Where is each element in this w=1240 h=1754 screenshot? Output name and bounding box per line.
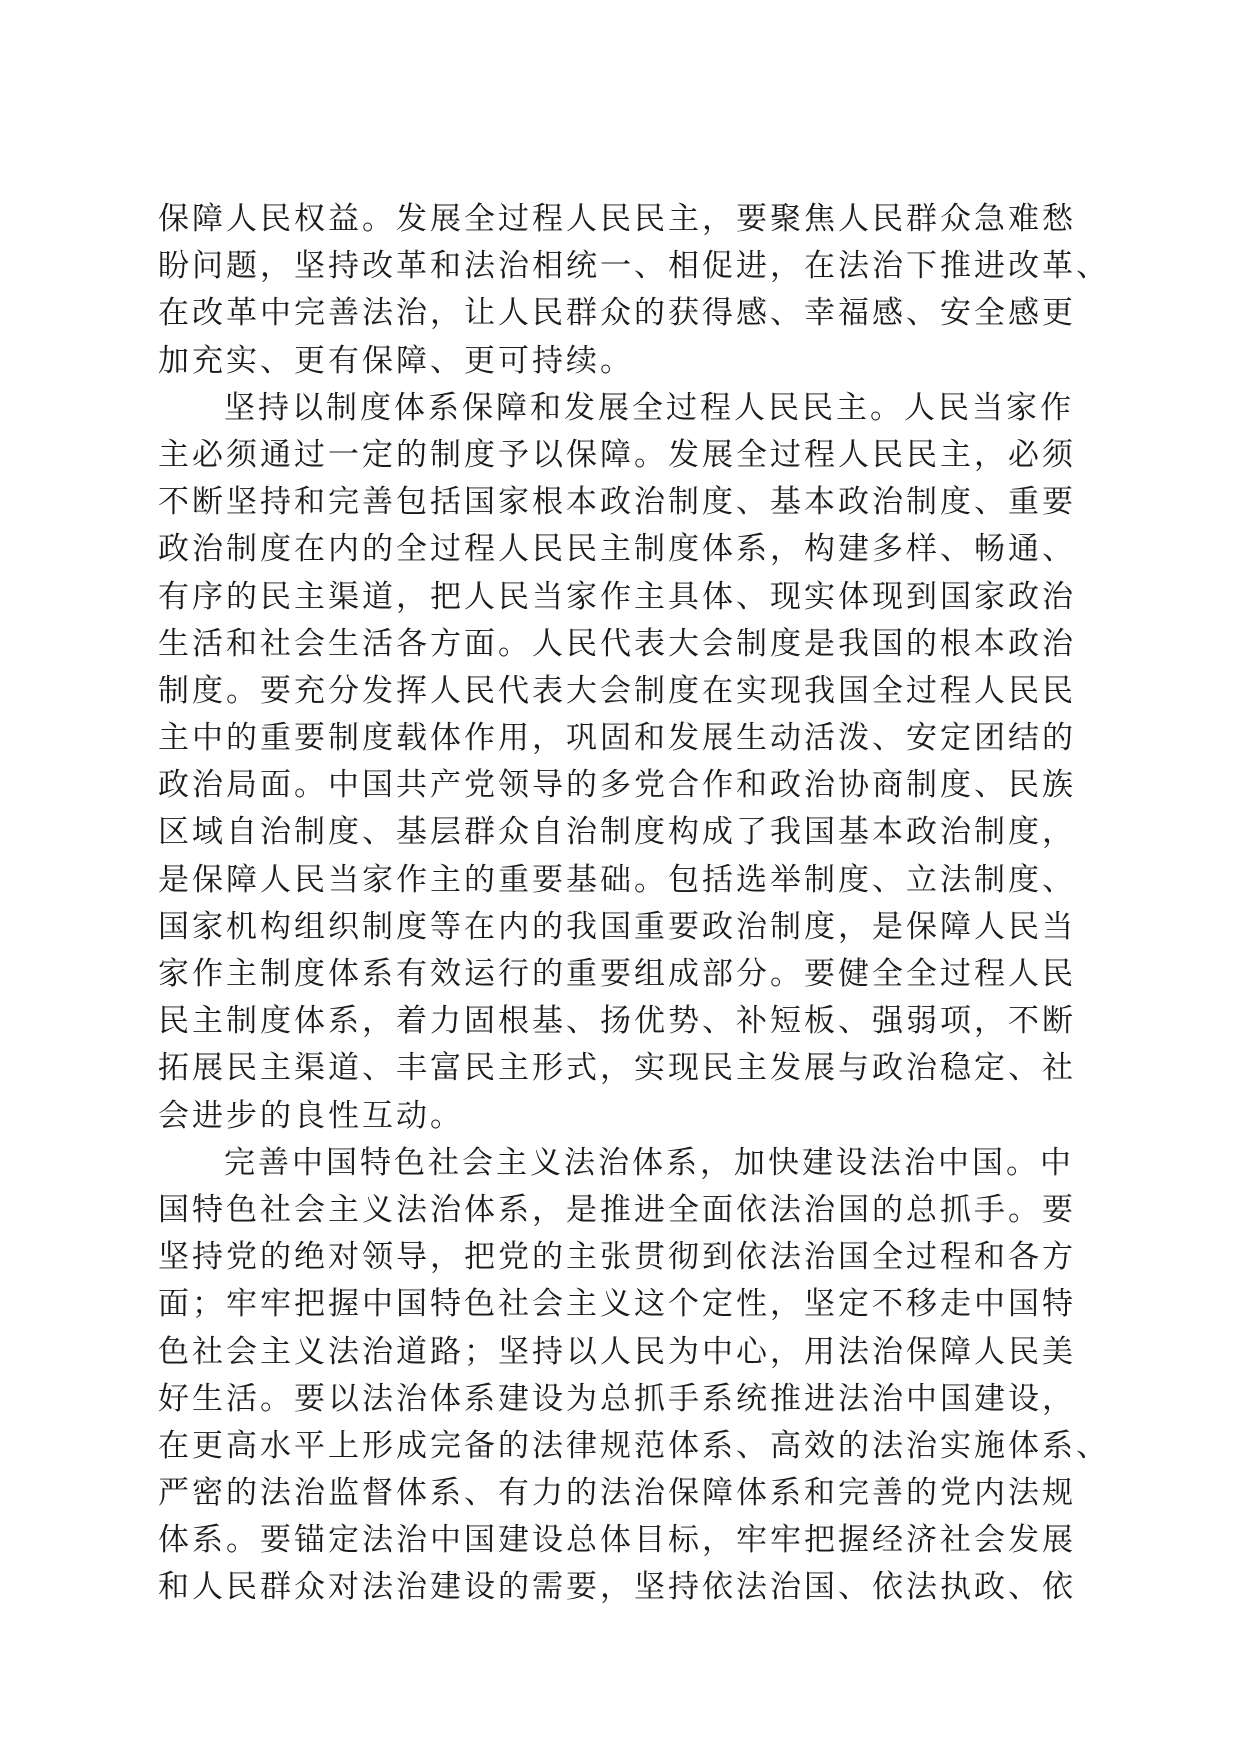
text-line: 面；牢牢把握中国特色社会主义这个定性，坚定不移走中国特 bbox=[158, 1286, 1076, 1323]
text-line: 在更高水平上形成完备的法律规范体系、高效的法治实施体系、 bbox=[158, 1427, 1110, 1464]
text-line: 拓展民主渠道、丰富民主形式，实现民主发展与政治稳定、社 bbox=[158, 1050, 1076, 1087]
text-line: 和人民群众对法治建设的需要，坚持依法治国、依法执政、依 bbox=[158, 1569, 1076, 1606]
text-line: 国家机构组织制度等在内的我国重要政治制度，是保障人民当 bbox=[158, 908, 1076, 945]
text-line: 完善中国特色社会主义法治体系，加快建设法治中国。中 bbox=[224, 1144, 1074, 1181]
text-line: 体系。要锚定法治中国建设总体目标，牢牢把握经济社会发展 bbox=[158, 1522, 1076, 1559]
text-line: 民主制度体系，着力固根基、扬优势、补短板、强弱项，不断 bbox=[158, 1003, 1076, 1040]
text-line: 是保障人民当家作主的重要基础。包括选举制度、立法制度、 bbox=[158, 861, 1076, 898]
text-line: 有序的民主渠道，把人民当家作主具体、现实体现到国家政治 bbox=[158, 578, 1076, 615]
text-line: 会进步的良性互动。 bbox=[158, 1097, 464, 1134]
text-line: 加充实、更有保障、更可持续。 bbox=[158, 342, 634, 379]
text-line: 在改革中完善法治，让人民群众的获得感、幸福感、安全感更 bbox=[158, 295, 1076, 332]
text-line: 保障人民权益。发展全过程人民民主，要聚焦人民群众急难愁 bbox=[158, 201, 1076, 237]
text-line: 严密的法治监督体系、有力的法治保障体系和完善的党内法规 bbox=[158, 1475, 1076, 1512]
text-line: 主中的重要制度载体作用，巩固和发展生动活泼、安定团结的 bbox=[158, 720, 1076, 757]
text-line: 色社会主义法治道路；坚持以人民为中心，用法治保障人民美 bbox=[158, 1333, 1076, 1370]
text-line: 生活和社会生活各方面。人民代表大会制度是我国的根本政治 bbox=[158, 625, 1076, 662]
text-line: 不断坚持和完善包括国家根本政治制度、基本政治制度、重要 bbox=[158, 484, 1076, 521]
text-line: 盼问题，坚持改革和法治相统一、相促进，在法治下推进改革、 bbox=[158, 248, 1110, 285]
text-line: 坚持党的绝对领导，把党的主张贯彻到依法治国全过程和各方 bbox=[158, 1239, 1076, 1276]
text-line: 家作主制度体系有效运行的重要组成部分。要健全全过程人民 bbox=[158, 956, 1076, 992]
text-line: 政治制度在内的全过程人民民主制度体系，构建多样、畅通、 bbox=[158, 531, 1076, 568]
body-text bbox=[158, 196, 1110, 1612]
text-line: 制度。要充分发挥人民代表大会制度在实现我国全过程人民民 bbox=[158, 672, 1076, 709]
text-line: 坚持以制度体系保障和发展全过程人民民主。人民当家作 bbox=[224, 389, 1074, 426]
text-line: 政治局面。中国共产党领导的多党合作和政治协商制度、民族 bbox=[158, 767, 1076, 804]
paragraph bbox=[158, 196, 1110, 385]
text-line: 区域自治制度、基层群众自治制度构成了我国基本政治制度， bbox=[158, 814, 1076, 851]
text-line: 主必须通过一定的制度予以保障。发展全过程人民民主，必须 bbox=[158, 436, 1076, 473]
text-line: 国特色社会主义法治体系，是推进全面依法治国的总抓手。要 bbox=[158, 1191, 1076, 1228]
paragraph bbox=[158, 385, 1078, 1140]
paragraph bbox=[158, 1140, 1110, 1612]
text-line: 好生活。要以法治体系建设为总抓手系统推进法治中国建设， bbox=[158, 1380, 1076, 1417]
